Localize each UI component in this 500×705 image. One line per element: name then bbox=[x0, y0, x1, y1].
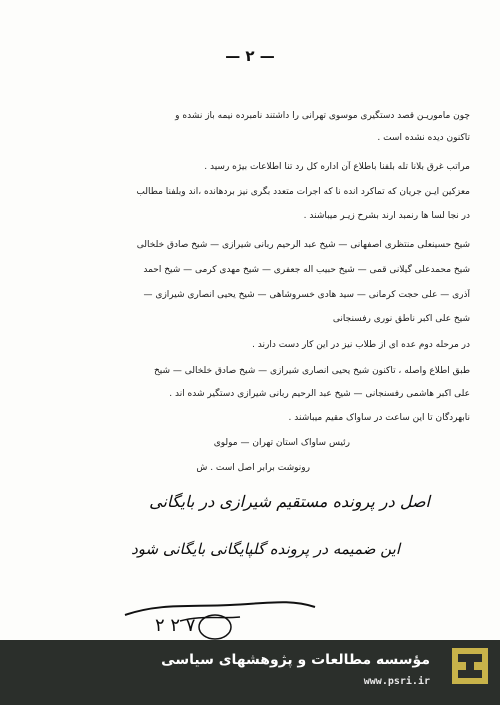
footer-band bbox=[0, 640, 500, 705]
institute-logo-icon bbox=[452, 648, 488, 684]
institute-url[interactable]: www.psri.ir bbox=[363, 676, 430, 687]
signature-numbers: ۲ ۲ ۷ bbox=[155, 615, 196, 636]
institute-name: مؤسسه مطالعات و پژوهشهای سیاسی bbox=[161, 652, 430, 668]
handwritten-note-1: اصل در پرونده مستقیم شیرازی در بایگانی bbox=[149, 492, 430, 511]
signatory-line: رئیس ساواک استان تهران — مولوی bbox=[213, 438, 350, 448]
text-line-3: مراتب غرق بلانا تله بلفنا باطلاع آن اداره کل رد تنا اطلاعات بیژه رسید . bbox=[204, 162, 470, 172]
text-line-2: تاکنون دیده نشده است . bbox=[377, 133, 470, 143]
handwritten-note-2: این ضمیمه در پرونده گلپایگانی بایگانی شود bbox=[131, 540, 400, 558]
copy-certification: رونوشت برابر اصل است . ش bbox=[196, 463, 310, 473]
signature-scribble bbox=[120, 585, 320, 645]
text-line-5: در نجا لسا ها رنمبد ارند بشرح زیـر میباشند . bbox=[303, 211, 470, 221]
text-line-4: معزکین ایـن جریان که تماکرد انده نا که اجرات متعدد بگری نیز بردهانده ،اند وبلفنا مطالب bbox=[136, 187, 470, 197]
text-line-13: نابهردگان تا این ساعت در ساواک مقیم میباشند . bbox=[288, 413, 470, 423]
text-line-6: شیخ حسینعلی منتظری اصفهانی — شیخ عبد الرحیم ربانی شیرازی — شیخ صادق خلخالی bbox=[136, 240, 470, 250]
text-line-11: طبق اطلاع واصله ، تاکنون شیخ یحیی انصاری شیرازی — شیخ صادق خلخالی — شیخ bbox=[153, 366, 470, 376]
page-number: — ۲ — bbox=[225, 47, 275, 65]
text-line-9: شیخ علی اکبر ناطق نوری رفسنجانی bbox=[332, 314, 470, 324]
text-line-7: شیخ محمدعلی گیلانی قمی — شیخ حبیب اله جعفری — شیخ مهدی کرمی — شیخ احمد bbox=[143, 265, 470, 275]
text-line-8: آذری — علی حجت کرمانی — سید هادی خسروشاهی — شیخ یحیی انصاری شیرازی — bbox=[143, 290, 470, 300]
text-line-12: علی اکبر هاشمی رفسنجانی — شیخ عبد الرحیم ربانی شیرازی دستگیر شده اند . bbox=[169, 389, 470, 399]
text-line-10: در مرحله دوم عده ای از طلاب نیز در این کار دست دارند . bbox=[252, 340, 470, 350]
text-line-1: چون ماموریـن قصد دستگیری موسوی تهرانی را داشتند نامبرده نیمه باز نشده و bbox=[175, 111, 470, 121]
